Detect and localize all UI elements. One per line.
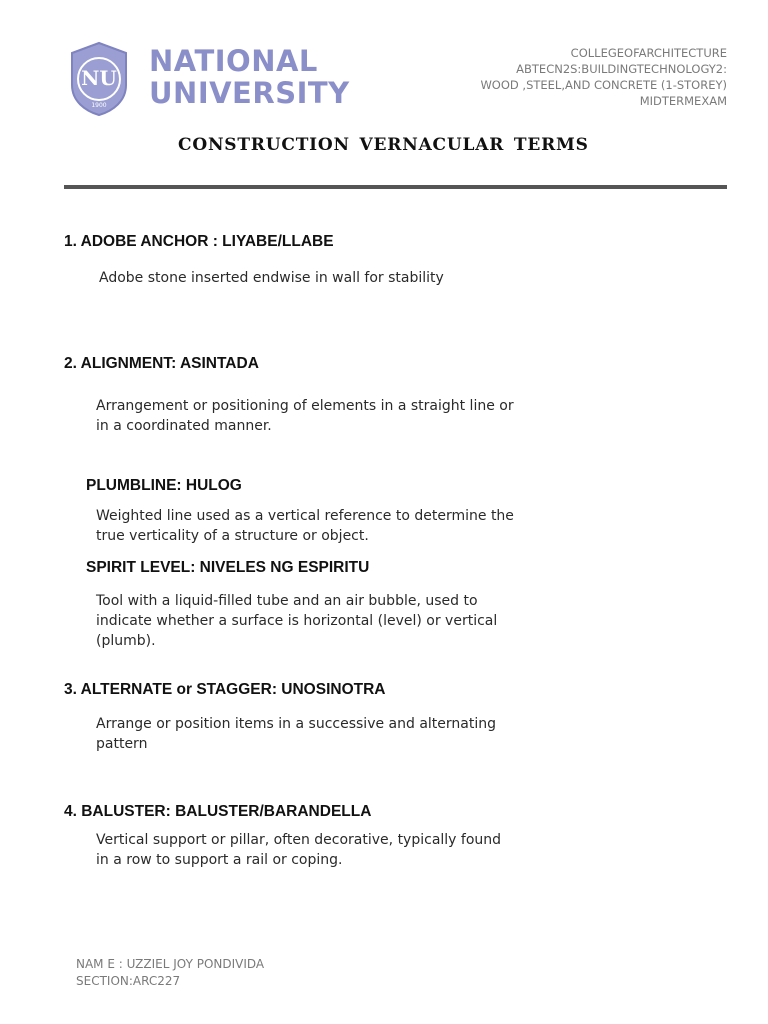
student-section: SECTION:ARC227 bbox=[76, 974, 181, 988]
student-name: NAM E : UZZIEL JOY PONDIVIDA bbox=[76, 957, 265, 971]
course-info bbox=[480, 45, 727, 109]
title-divider bbox=[64, 185, 727, 189]
term-definition: Adobe stone inserted endwise in wall for stability bbox=[99, 270, 444, 286]
course-line: WOOD ,STEEL,AND CONCRETE (1-STOREY) bbox=[480, 78, 727, 92]
term-definition: Arrange or position items in a successive and alternating pattern bbox=[96, 716, 496, 752]
term-definition: Arrangement or positioning of elements in a straight line or in a coordinated manner. bbox=[96, 398, 514, 434]
brand-line-1: NATIONAL bbox=[149, 44, 318, 78]
student-info bbox=[76, 956, 264, 990]
svg-text:NU: NU bbox=[81, 66, 117, 90]
university-logo-icon bbox=[68, 41, 130, 117]
course-line: COLLEGEOFARCHITECTURE bbox=[570, 46, 727, 60]
term-definition: Weighted line used as a vertical reference to determine the true verticality of a structure or object. bbox=[96, 508, 514, 544]
page-title: CONSTRUCTION VERNACULAR TERMS bbox=[178, 135, 589, 155]
course-line: MIDTERMEXAM bbox=[639, 94, 727, 108]
term-heading: 3. ALTERNATE or STAGGER: UNOSINOTRA bbox=[64, 681, 386, 698]
term-definition: Tool with a liquid-filled tube and an air bubble, used to indicate whether a surface is horizontal (level) or vertical (plumb). bbox=[96, 593, 498, 649]
term-heading: 1. ADOBE ANCHOR : LIYABE/LLABE bbox=[64, 233, 334, 250]
svg-text:1900: 1900 bbox=[91, 102, 107, 109]
term-heading: 4. BALUSTER: BALUSTER/BARANDELLA bbox=[64, 803, 372, 820]
term-heading: 2. ALIGNMENT: ASINTADA bbox=[64, 355, 259, 372]
term-definition: Vertical support or pillar, often decorative, typically found in a row to support a rail or coping. bbox=[96, 832, 502, 868]
university-name bbox=[149, 45, 350, 109]
term-heading: PLUMBLINE: HULOG bbox=[86, 477, 242, 494]
term-heading: SPIRIT LEVEL: NIVELES NG ESPIRITU bbox=[86, 559, 370, 576]
brand-line-2: UNIVERSITY bbox=[149, 76, 350, 110]
course-line: ABTECN2S:BUILDINGTECHNOLOGY2: bbox=[516, 62, 727, 76]
